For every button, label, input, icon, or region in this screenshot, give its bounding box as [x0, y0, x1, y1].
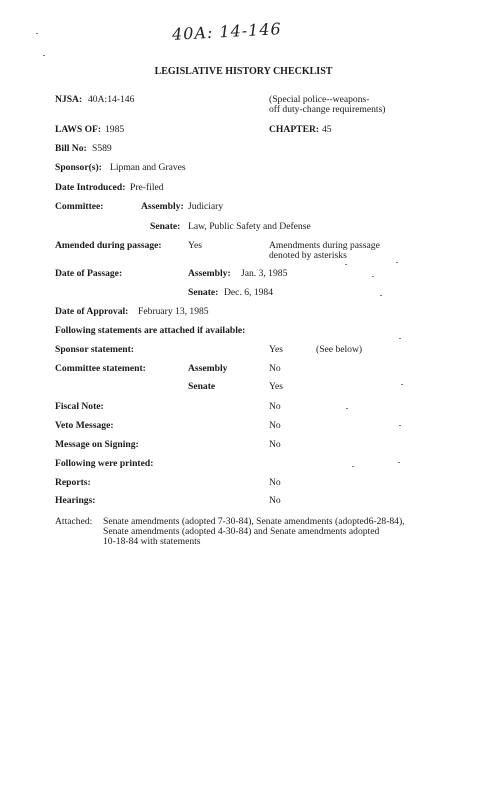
scan-speck: [352, 466, 354, 467]
committee-statement-senate-label: Senate: [188, 381, 216, 392]
amended-value: Yes: [188, 240, 202, 251]
veto-message-value: No: [269, 420, 281, 431]
committee-senate-value: Law, Public Safety and Defense: [188, 221, 311, 232]
printed-heading: Following were printed:: [55, 458, 154, 469]
approval-label: Date of Approval:: [55, 306, 129, 317]
date-introduced-value: Pre-filed: [130, 182, 164, 193]
committee-statement-assembly-label: Assembly: [188, 363, 228, 374]
attached-heading: Following statements are attached if available:: [55, 325, 246, 336]
scan-speck: [398, 462, 400, 463]
hearings-value: No: [269, 495, 281, 506]
sponsor-statement-label: Sponsor statement:: [55, 344, 134, 355]
sponsors-value: Lipman and Graves: [110, 162, 186, 173]
attached-line1: Senate amendments (adopted 7-30-84), Senate amendments (adopted6-28-84),: [103, 516, 405, 527]
amended-note-line2: denoted by asterisks: [269, 250, 347, 261]
message-on-signing-label: Message on Signing:: [55, 439, 139, 450]
attached-label: Attached:: [55, 516, 93, 527]
attached-line3: 10-18-84 with statements: [103, 536, 201, 547]
passage-assembly-label: Assembly:: [188, 268, 231, 279]
bill-no-label: Bill No:: [55, 143, 87, 154]
attached-line2: Senate amendments (adopted 4-30-84) and Senate amendments adopted: [103, 526, 380, 537]
scan-speck: [346, 408, 348, 409]
committee-statement-senate-value: Yes: [269, 381, 283, 392]
scan-speck: [345, 264, 347, 265]
laws-of-value: 1985: [105, 124, 125, 135]
passage-senate-value: Dec. 6, 1984: [224, 287, 274, 298]
handwritten-code: 40A: 14-146: [171, 19, 283, 44]
message-on-signing-value: No: [269, 439, 281, 450]
scan-speck: [372, 276, 374, 277]
scan-speck: [399, 338, 401, 339]
committee-label: Committee:: [55, 201, 104, 212]
sponsor-statement-note: (See below): [316, 344, 363, 355]
chapter-label: CHAPTER:: [269, 124, 320, 135]
committee-senate-label: Senate:: [150, 221, 181, 232]
committee-assembly-value: Judiciary: [188, 201, 224, 212]
njsa-value: 40A:14-146: [88, 94, 135, 105]
laws-of-label: LAWS OF:: [55, 124, 102, 135]
reports-label: Reports:: [55, 477, 91, 488]
njsa-note-line1: (Special police--weapons-: [269, 94, 370, 105]
chapter-value: 45: [322, 124, 332, 135]
njsa-note-line2: off duty-change requirements): [269, 104, 386, 115]
committee-statement-label: Committee statement:: [55, 363, 146, 374]
approval-value: February 13, 1985: [138, 306, 209, 317]
scan-speck: [380, 295, 382, 296]
sponsors-label: Sponsor(s):: [55, 162, 102, 173]
amended-note-line1: Amendments during passage: [269, 240, 380, 251]
veto-message-label: Veto Message:: [55, 420, 114, 431]
sponsor-statement-value: Yes: [269, 344, 283, 355]
njsa-label: NJSA:: [55, 94, 83, 105]
committee-assembly-label: Assembly:: [141, 201, 184, 212]
scan-speck: [401, 384, 403, 385]
date-introduced-label: Date Introduced:: [55, 182, 126, 193]
passage-senate-label: Senate:: [188, 287, 219, 298]
scan-speck: [396, 262, 398, 263]
fiscal-note-value: No: [269, 401, 281, 412]
page-title: LEGISLATIVE HISTORY CHECKLIST: [154, 66, 333, 77]
amended-label: Amended during passage:: [55, 240, 162, 251]
scan-speck: [399, 425, 401, 426]
scan-speck: [36, 33, 38, 34]
committee-statement-assembly-value: No: [269, 363, 281, 374]
bill-no-value: S589: [92, 143, 112, 154]
fiscal-note-label: Fiscal Note:: [55, 401, 104, 412]
passage-assembly-value: Jan. 3, 1985: [241, 268, 288, 279]
hearings-label: Hearings:: [55, 495, 96, 506]
passage-label: Date of Passage:: [55, 268, 123, 279]
reports-value: No: [269, 477, 281, 488]
scan-speck: [43, 55, 45, 56]
